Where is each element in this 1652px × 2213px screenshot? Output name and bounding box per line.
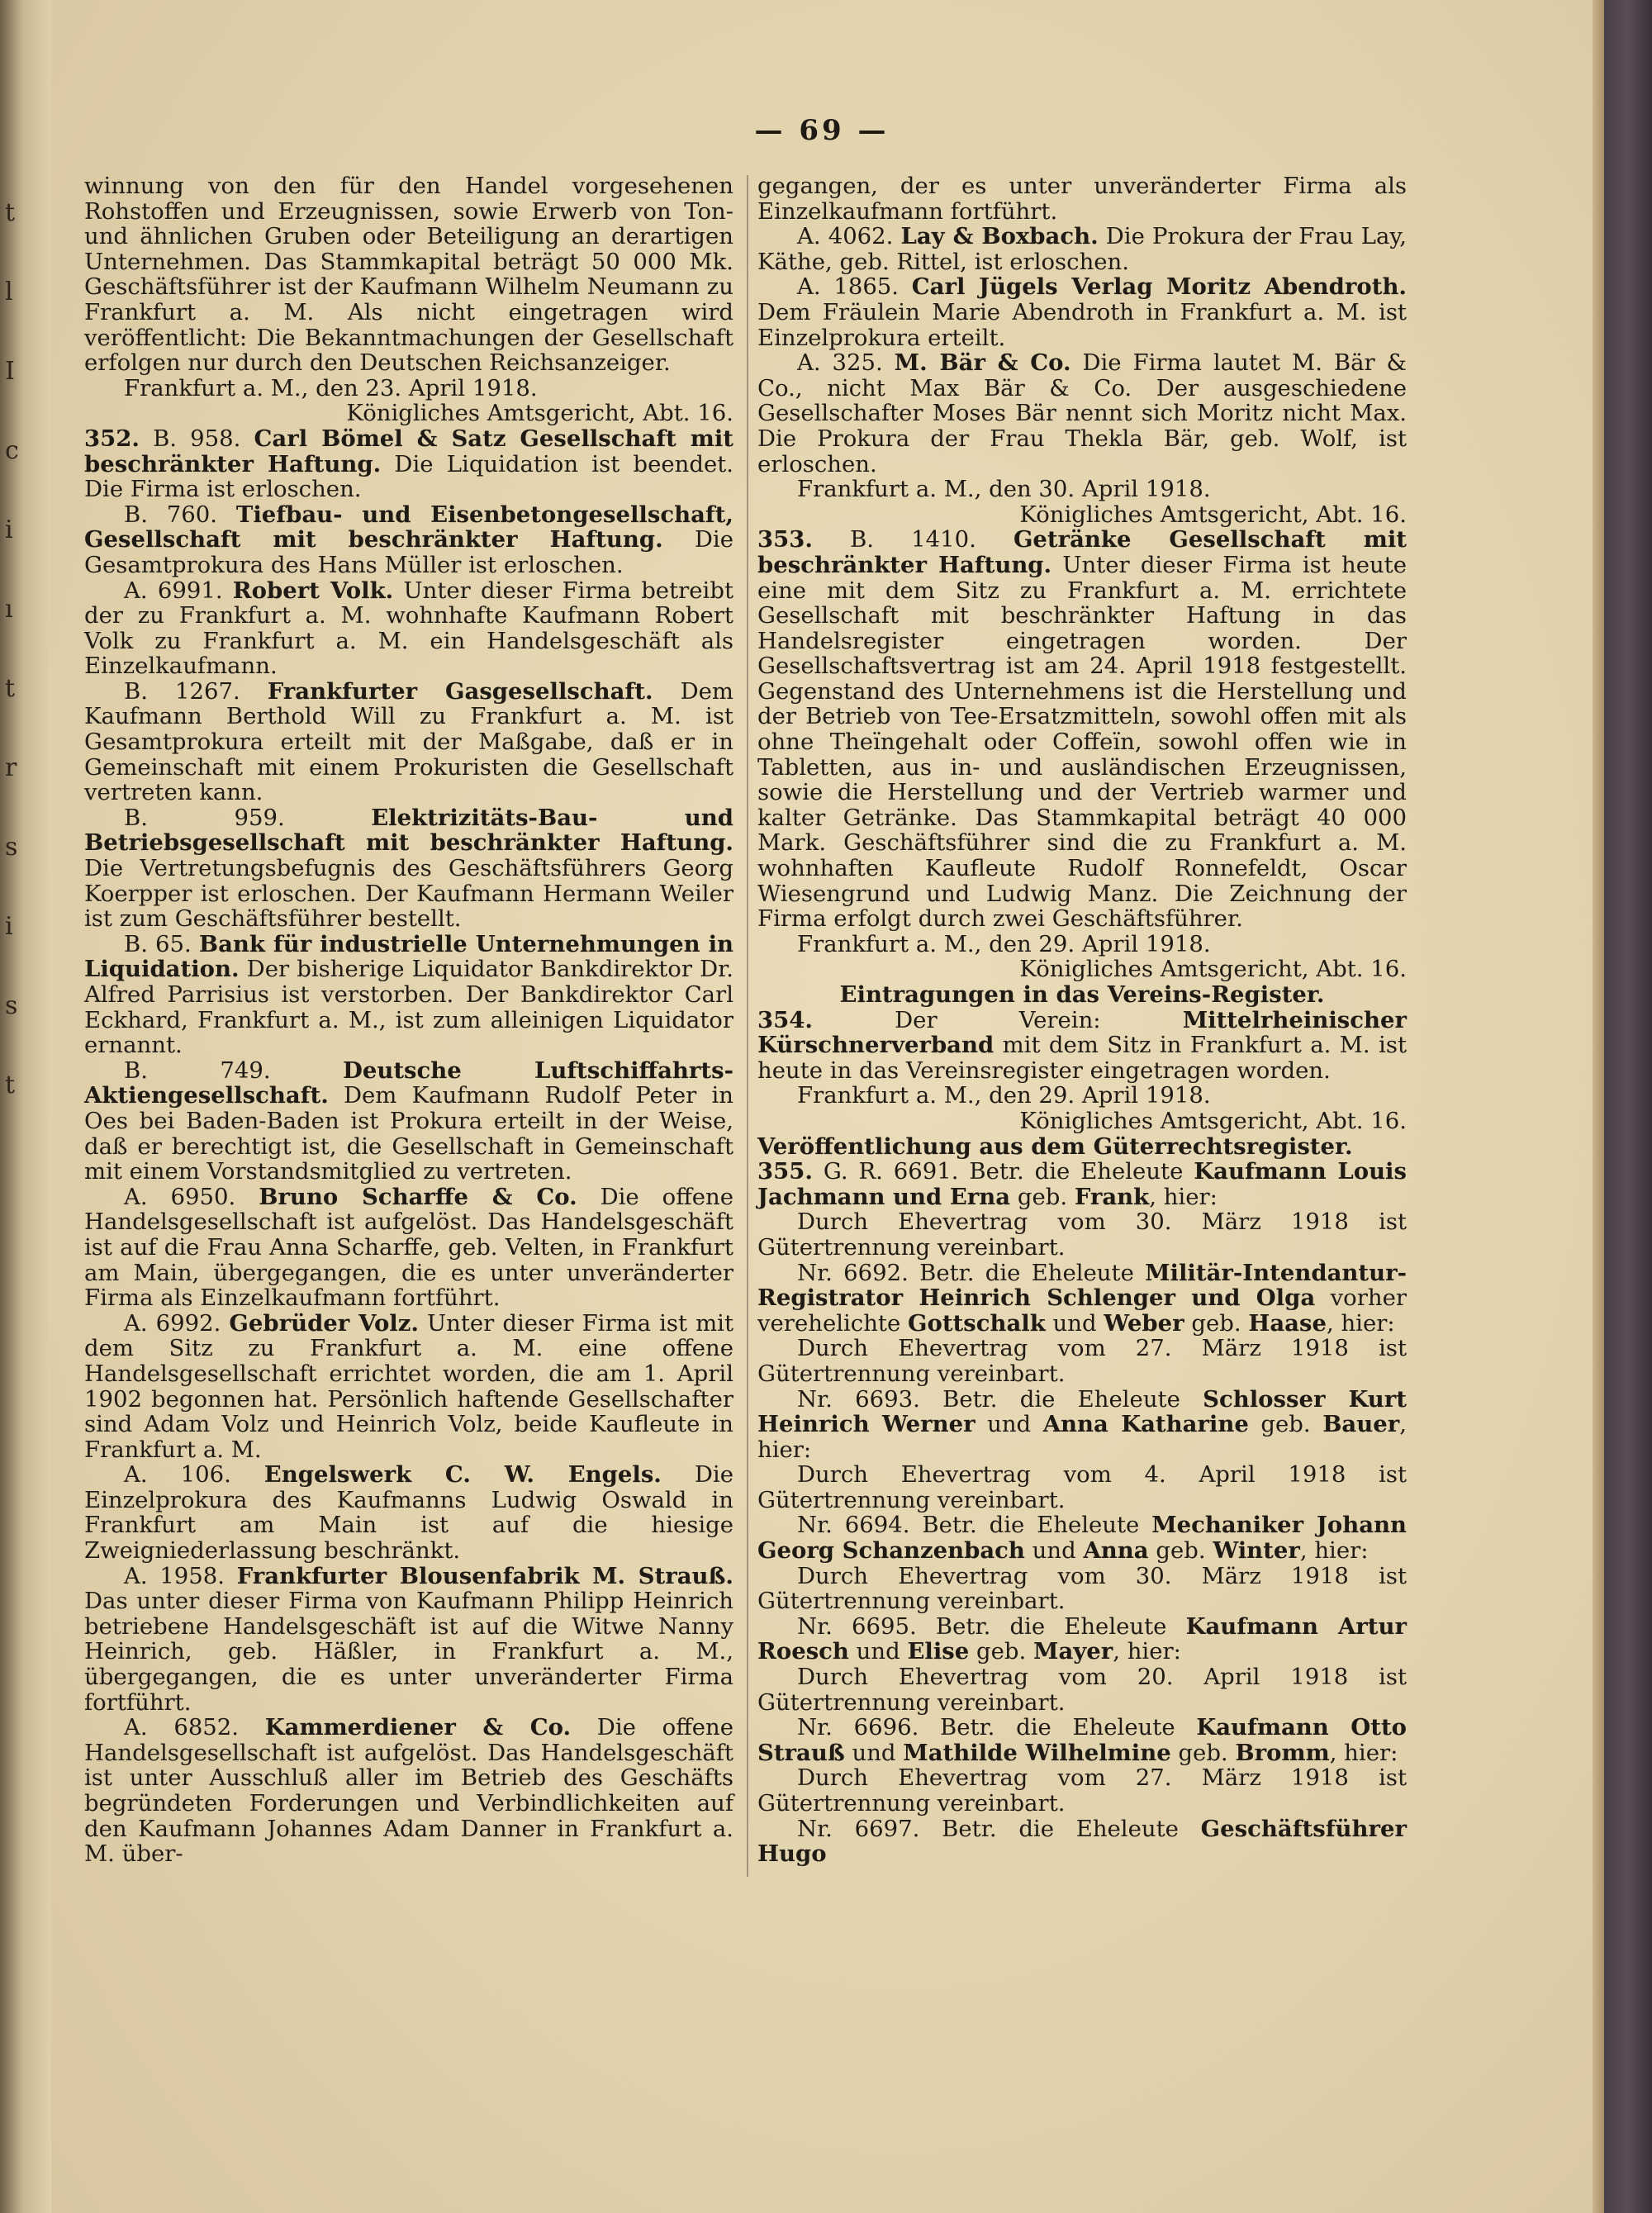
text-run: und xyxy=(848,1638,908,1665)
text-run: , hier: xyxy=(1149,1183,1218,1210)
text-run: Der bisherige Liquidator Bankdirektor Dr. Alfred Parrisius ist verstorben. Der Bankdirektor Carl Eckhard, Frankfurt a. M., ist zum alleinigen Liquidator ernannt. xyxy=(84,956,733,1059)
bold-text: Elise xyxy=(907,1638,970,1665)
text-run: Nr. 6697. Betr. die Eheleute xyxy=(797,1815,1201,1842)
gutter-fragment: t xyxy=(5,198,16,227)
paragraph xyxy=(757,527,1407,932)
text-run: Königliches Amtsgericht, Abt. 16. xyxy=(1019,501,1407,528)
text-run: B. 760. xyxy=(124,501,236,528)
text-run: A. 4062. xyxy=(797,223,901,250)
bold-text: Deutsche Luftschiffahrts-Aktiengesellschaft. xyxy=(84,1057,733,1109)
paragraph xyxy=(757,1387,1407,1463)
text-run: und xyxy=(844,1739,904,1766)
text-run: Nr. 6695. Betr. die Eheleute xyxy=(797,1612,1186,1640)
text-run: Durch Ehevertrag vom 20. April 1918 ist Gütertrennung vereinbart. xyxy=(757,1664,1407,1716)
text-run: , hier: xyxy=(1299,1537,1369,1565)
text-run: Die Liquidation ist beendet. Die Firma ist erloschen. xyxy=(84,450,734,503)
paragraph xyxy=(84,1715,733,1867)
bold-text: Frankfurter Blousenfabrik M. Strauß. xyxy=(236,1562,734,1589)
bold-text: Mechaniker Johann Georg Schanzenbach xyxy=(757,1512,1408,1565)
document-page xyxy=(51,0,1593,2213)
paragraph xyxy=(757,1816,1407,1867)
paragraph xyxy=(84,1462,733,1563)
bold-text: Carl Jügels Verlag Moritz Abendroth. xyxy=(911,273,1408,301)
bold-text: Bromm xyxy=(1235,1739,1330,1766)
text-run: A. 6991. xyxy=(124,577,233,604)
bold-text: Engelswerk C. W. Engels. xyxy=(263,1461,662,1489)
paragraph xyxy=(757,1109,1407,1134)
bold-text: Bauer xyxy=(1322,1411,1400,1438)
text-run: , hier: xyxy=(1329,1739,1398,1766)
gutter-fragment: s xyxy=(5,991,18,1020)
text-run: B. 65. xyxy=(124,930,199,957)
bold-text: Winter xyxy=(1213,1537,1300,1565)
text-run: , hier: xyxy=(1113,1638,1181,1665)
gutter-fragment: t xyxy=(5,1071,16,1099)
bold-text: Mittelrheinischer Kürschnerverband xyxy=(757,1006,1407,1059)
text-run: B. 749. xyxy=(124,1057,343,1084)
text-run: A. 6992. xyxy=(124,1309,230,1337)
text-run: Unter dieser Firma ist heute eine mit dem Sitz zu Frankfurt a. M. errichtete Gesellschaft mit beschränkter Haftung in das Handelsregister eingetragen worden. Der Gesellschaftsvertrag ist am 24. April 1918 festgestellt. Gegenstand des Unternehmens ist die Herstellung und der Betrieb von Tee-Ersatzmitteln, sowohl offen mit als ohne Theïngehalt oder Coffeïn, sowohl offen wie in Tabletten, aus in- und ausländischen Erzeugnissen, sowie die Herstellung und der Vertrieb warmer und kalter Getränke. Das Stammkapital beträgt 40 000 Mark. Geschäftsführer sind die zu Frankfurt a. M. wohnhaften Kaufleute Rudolf Ronnefeldt, Oscar Wiesengrund und Ludwig Manz. Die Zeichnung der Firma erfolgt durch zwei Geschäftsführer. xyxy=(757,551,1408,933)
text-run: winnung von den für den Handel vorgesehenen Rohstoffen und Erzeugnissen, sowie Erwerb von Ton- und ähnlichen Gruben oder Beteiligung an derartigen Unternehmen. Das Stammkapital beträgt 50 000 Mk. Geschäftsführer ist der Kaufmann Wilhelm Neumann zu Frankfurt a. M. Als nicht eingetragen wird veröffentlicht: Die Bekanntmachungen der Gesellschaft erfolgen nur durch den Deutschen Reichsanzeiger. xyxy=(84,173,733,377)
paragraph xyxy=(84,376,733,401)
text-run: Königliches Amtsgericht, Abt. 16. xyxy=(1019,956,1407,983)
bold-text: Anna Katharine xyxy=(1042,1411,1249,1438)
paragraph xyxy=(757,1614,1407,1664)
text-run: Das unter dieser Firma von Kaufmann Philipp Heinrich betriebene Handelsgeschäft ist auf die Witwe Nanny Heinrich, geb. Häßler, in Frankfurt a. M., übergegangen, die es unter unveränderter Firma fortführt. xyxy=(84,1588,733,1716)
bold-text: Weber xyxy=(1104,1309,1184,1337)
text-run: Durch Ehevertrag vom 27. März 1918 ist Gütertrennung vereinbart. xyxy=(757,1335,1407,1387)
bold-text: M. Bär & Co. xyxy=(894,349,1071,377)
text-run: vorher verehelichte xyxy=(757,1285,1407,1337)
paragraph xyxy=(757,1765,1407,1816)
text-run: , hier: xyxy=(1326,1309,1395,1337)
bold-text: Bruno Scharffe & Co. xyxy=(259,1183,577,1210)
text-run: Dem Kaufmann Rudolf Peter in Oes bei Baden-Baden ist Prokura erteilt in der Weise, daß er berechtigt ist, die Gesellschaft in Gemeinschaft mit einem Vorstandsmitglied zu vertreten. xyxy=(84,1082,733,1185)
bold-text: Frank xyxy=(1074,1183,1150,1210)
paragraph xyxy=(757,350,1407,477)
text-run: geb. xyxy=(1248,1411,1323,1438)
bold-text: Lay & Boxbach. xyxy=(900,223,1099,250)
bold-text: 355. xyxy=(757,1158,813,1185)
bold-text: Kaufmann Artur Roesch xyxy=(757,1612,1407,1665)
text-run: Frankfurt a. M., den 29. April 1918. xyxy=(797,1082,1211,1109)
paragraph xyxy=(757,1134,1407,1160)
paragraph xyxy=(757,1083,1407,1109)
bold-text: Eintragungen in das Vereins-Register. xyxy=(839,981,1325,1008)
text-run: mit dem Sitz in Frankfurt a. M. ist heute in das Vereinsregister eingetragen worden. xyxy=(757,1032,1407,1084)
text-run: Dem Fräulein Marie Abendroth in Frankfurt a. M. ist Einzelprokura erteilt. xyxy=(757,298,1407,351)
paragraph xyxy=(757,1336,1407,1386)
text-run: B. 958. xyxy=(139,425,254,452)
bold-text: Robert Volk. xyxy=(232,577,394,604)
bold-text: Schlosser Kurt Heinrich Werner xyxy=(757,1385,1407,1438)
bold-text: Militär-Intendantur-Registrator Heinrich Schlenger und Olga xyxy=(757,1259,1407,1312)
text-run: und xyxy=(975,1411,1043,1438)
gutter-fragment: r xyxy=(5,753,17,782)
paragraph xyxy=(84,1058,733,1185)
bold-text: Getränke Gesellschaft mit beschränkter Haftung. xyxy=(757,526,1407,578)
text-run: Nr. 6692. Betr. die Eheleute xyxy=(797,1259,1146,1286)
text-run: Die Firma lautet M. Bär & Co., nicht Max Bär & Co. Der ausgeschiedene Gesellschafter Moses Bär nennt sich Moritz nicht Max. Die Prokura der Frau Thekla Bär, geb. Wolf, ist erloschen. xyxy=(757,349,1407,477)
text-run: Königliches Amtsgericht, Abt. 16. xyxy=(346,400,733,427)
bold-text: Gebrüder Volz. xyxy=(229,1309,419,1337)
gutter-fragment: s xyxy=(5,833,18,862)
bold-text: Kammerdiener & Co. xyxy=(264,1714,572,1741)
bold-text: Haase xyxy=(1248,1309,1327,1337)
text-run: A. 6950. xyxy=(124,1183,259,1210)
text-run: Durch Ehevertrag vom 4. April 1918 ist Gütertrennung vereinbart. xyxy=(757,1461,1407,1513)
paragraph xyxy=(84,805,733,932)
text-run: Die Gesamtprokura des Hans Müller ist erloschen. xyxy=(84,526,733,578)
paragraph xyxy=(84,1311,733,1463)
bold-text: Veröffentlichung aus dem Güterrechtsregister. xyxy=(757,1133,1353,1160)
text-run: gegangen, der es unter unveränderter Firma als Einzelkaufmann fortführt. xyxy=(757,173,1407,225)
paragraph xyxy=(84,679,733,805)
text-run: Frankfurt a. M., den 29. April 1918. xyxy=(797,930,1211,957)
bold-text: Bank für industrielle Unternehmungen in Liquidation. xyxy=(84,930,734,983)
paragraph xyxy=(757,1209,1407,1260)
bold-text: Anna xyxy=(1083,1537,1149,1565)
text-run: Der Verein: xyxy=(812,1006,1183,1033)
right-column xyxy=(757,173,1407,1867)
paragraph xyxy=(757,1715,1407,1765)
text-run: Nr. 6696. Betr. die Eheleute xyxy=(797,1714,1197,1741)
paragraph xyxy=(84,1185,733,1311)
paragraph xyxy=(84,173,733,376)
text-run: , hier: xyxy=(757,1411,1407,1463)
text-run: geb. xyxy=(1010,1183,1075,1210)
paragraph xyxy=(757,982,1407,1008)
paragraph xyxy=(757,1261,1407,1337)
gutter-fragment: I xyxy=(5,357,15,386)
page-number: — 69 — xyxy=(754,114,890,147)
bold-text: Frankfurter Gasgesellschaft. xyxy=(267,677,653,705)
text-run: geb. xyxy=(1184,1309,1249,1337)
text-run: Die offene Handelsgesellschaft ist aufgelöst. Das Handelsgeschäft ist unter Ausschluß aller im Betrieb des Geschäfts begründeten Forderungen und Verbindlichkeiten auf den Kaufmann Johannes Adam Danner in Frankfurt a. M. über- xyxy=(84,1714,733,1868)
text-run: A. 106. xyxy=(124,1461,264,1489)
bold-text: Mathilde Wilhelmine xyxy=(903,1739,1171,1766)
gutter-fragment: ı xyxy=(5,595,13,624)
text-run: Unter dieser Firma ist mit dem Sitz zu Frankfurt a. M. eine offene Handelsgesellschaft errichtet worden, die am 1. April 1902 begonnen hat. Persönlich haftende Gesellschafter sind Adam Volz und Heinrich Volz, beide Kaufleute in Frankfurt a. M. xyxy=(84,1309,733,1463)
paragraph xyxy=(757,1564,1407,1614)
paragraph xyxy=(757,274,1407,350)
text-run: Königliches Amtsgericht, Abt. 16. xyxy=(1019,1107,1407,1134)
text-run: Die Prokura der Frau Lay, Käthe, geb. Rittel, ist erloschen. xyxy=(757,223,1408,275)
gutter-fragment: i xyxy=(5,912,13,941)
text-run: Nr. 6694. Betr. die Eheleute xyxy=(797,1512,1152,1539)
left-column xyxy=(84,173,733,1867)
text-run: B. 959. xyxy=(124,804,372,831)
paragraph xyxy=(84,502,733,578)
text-run: B. 1410. xyxy=(812,526,1014,553)
text-run: Frankfurt a. M., den 30. April 1918. xyxy=(797,476,1211,503)
text-run: G. R. 6691. Betr. die Eheleute xyxy=(812,1158,1194,1185)
gutter-fragment: t xyxy=(5,674,16,703)
paragraph xyxy=(757,1008,1407,1084)
gutter-fragment: l xyxy=(5,278,13,306)
text-run: und xyxy=(1045,1309,1104,1337)
paragraph xyxy=(757,932,1407,957)
text-run: A. 1865. xyxy=(797,273,912,301)
bold-text: Kaufmann Louis Jachmann und Erna xyxy=(757,1158,1407,1210)
bold-text: Gottschalk xyxy=(908,1309,1046,1337)
page-stack-edge xyxy=(1593,0,1604,2213)
paragraph xyxy=(84,426,733,502)
bold-text: 353. xyxy=(757,526,813,553)
gutter-text-fragments xyxy=(0,0,51,2213)
text-run: und xyxy=(1024,1537,1084,1565)
text-run: Durch Ehevertrag vom 30. März 1918 ist Gütertrennung vereinbart. xyxy=(757,1562,1407,1615)
bold-text: Carl Bömel & Satz Gesellschaft mit beschränkter Haftung. xyxy=(84,425,734,477)
text-run: Durch Ehevertrag vom 27. März 1918 ist Gütertrennung vereinbart. xyxy=(757,1764,1407,1816)
text-run: geb. xyxy=(1148,1537,1213,1565)
paragraph xyxy=(84,1564,733,1716)
text-run: A. 325. xyxy=(797,349,895,377)
paragraph xyxy=(757,477,1407,502)
paragraph xyxy=(757,1462,1407,1513)
text-run: Dem Kaufmann Berthold Will zu Frankfurt a. M. ist Gesamtprokura erteilt mit der Maßgabe, daß er in Gemeinschaft mit einem Prokuristen die Gesellschaft vertreten kann. xyxy=(84,677,733,806)
text-run: Nr. 6693. Betr. die Eheleute xyxy=(797,1385,1203,1413)
paragraph xyxy=(757,173,1407,224)
text-run: A. 6852. xyxy=(124,1714,265,1741)
paragraph xyxy=(84,401,733,426)
paragraph xyxy=(84,578,733,679)
paragraph xyxy=(757,957,1407,982)
bold-text: 352. xyxy=(84,425,140,452)
text-run: Unter dieser Firma betreibt der zu Frankfurt a. M. wohnhafte Kaufmann Robert Volk zu Frankfurt a. M. ein Handelsgeschäft als Einzelkaufmann. xyxy=(84,577,734,680)
bold-text: Kaufmann Otto Strauß xyxy=(757,1714,1407,1766)
paragraph xyxy=(757,1513,1407,1563)
gutter-fragment: c xyxy=(5,436,19,465)
text-run: geb. xyxy=(969,1638,1033,1665)
bold-text: 354. xyxy=(757,1006,813,1033)
text-run: A. 1958. xyxy=(124,1562,237,1589)
paragraph xyxy=(757,1159,1407,1209)
gutter-fragment: i xyxy=(5,515,13,544)
text-run: Die Einzelprokura des Kaufmanns Ludwig Oswald in Frankfurt am Main ist auf die hiesige Zweigniederlassung beschränkt. xyxy=(84,1461,733,1565)
text-run: Die Vertretungsbefugnis des Geschäftsführers Georg Koerpper ist erloschen. Der Kaufmann Hermann Weiler ist zum Geschäftsführer bestellt. xyxy=(84,855,733,933)
bold-text: Elektrizitäts-Bau- und Betriebsgesellschaft mit beschränkter Haftung. xyxy=(84,804,733,857)
bold-text: Tiefbau- und Eisenbetongesellschaft, Gesellschaft mit beschränkter Haftung. xyxy=(84,501,733,553)
text-run: geb. xyxy=(1170,1739,1236,1766)
paragraph xyxy=(757,1664,1407,1715)
book-cover-edge xyxy=(1604,0,1652,2213)
text-run: B. 1267. xyxy=(124,677,268,705)
paragraph xyxy=(757,502,1407,528)
text-run: Durch Ehevertrag vom 30. März 1918 ist Gütertrennung vereinbart. xyxy=(757,1209,1407,1261)
text-run: Frankfurt a. M., den 23. April 1918. xyxy=(124,374,538,401)
bold-text: Mayer xyxy=(1033,1638,1113,1665)
bold-text: Geschäftsführer Hugo xyxy=(757,1815,1407,1868)
text-run: Die offene Handelsgesellschaft ist aufgelöst. Das Handelsgeschäft ist auf die Frau Anna Scharffe, geb. Velten, in Frankfurt am Main, übergegangen, die es unter unveränderter Firma als Einzelkaufmann fortführt. xyxy=(84,1183,733,1312)
column-divider xyxy=(747,175,748,1877)
paragraph xyxy=(757,224,1407,274)
paragraph xyxy=(84,932,733,1058)
